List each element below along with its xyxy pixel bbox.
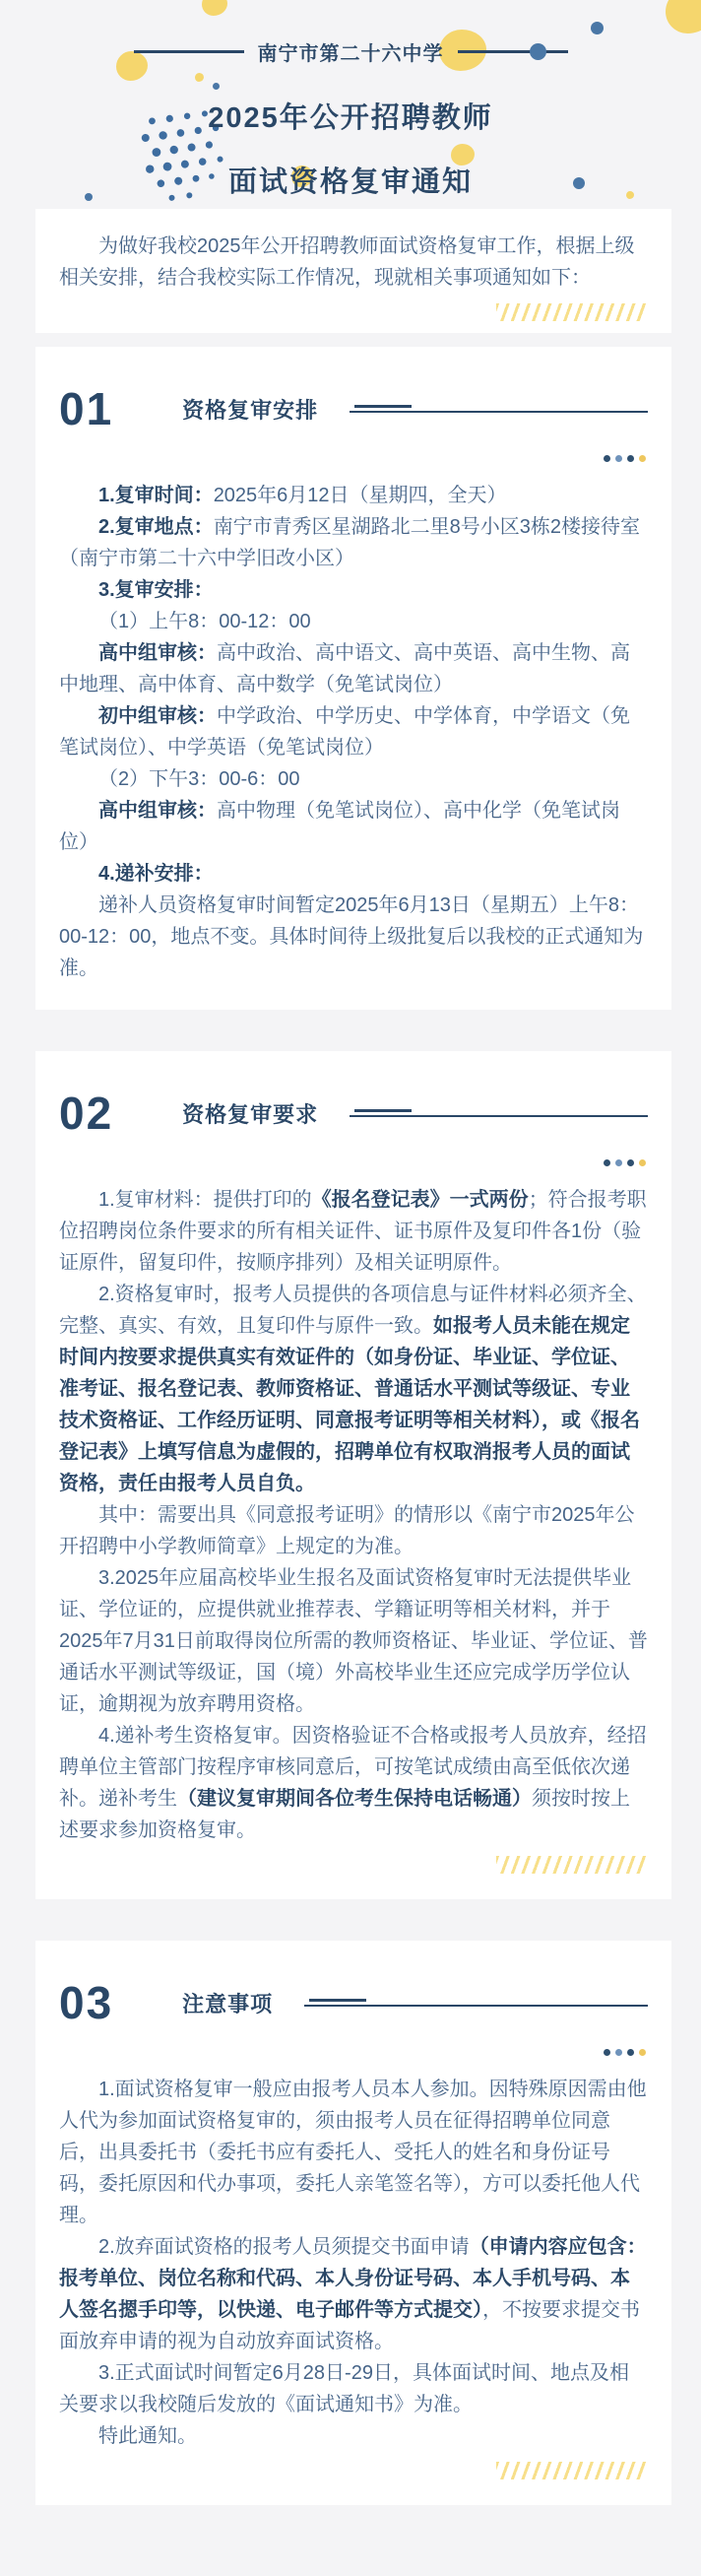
section-rule-decoration (304, 1995, 648, 2011)
four-dots-decoration (59, 1159, 646, 1166)
section-header (59, 1088, 648, 1139)
school-name: 南宁市第二十六中学 (257, 43, 444, 65)
blue-dot-decoration (530, 43, 546, 60)
notice-paragraph: 递补人员资格复审时间暂定2025年6月13日（星期五）上午8：00-12：00，地点不变。具体时间待上级批复后以我校的正式通知为准。 (59, 894, 644, 979)
notice-paragraph: （2）下午3：00-6：00 (98, 768, 300, 790)
section-title: 注意事项 (182, 1991, 274, 2016)
section-header (59, 383, 648, 434)
four-dots-decoration (59, 455, 646, 462)
section-card (35, 347, 671, 1010)
notice-paragraph: 4.递补安排： (98, 863, 214, 885)
diagonal-stripes-decoration (496, 2462, 646, 2479)
school-name-row (0, 0, 701, 66)
article-title-line1: 2025年公开招聘教师 (208, 102, 493, 134)
notice-paragraph: 2.复审地点：南宁市青秀区星湖路北二里8号小区3栋2楼接待室（南宁市第二十六中学旧改小区） (59, 516, 641, 569)
section-header (59, 1977, 648, 2028)
article-header (0, 0, 701, 209)
notice-paragraph: （1）上午8：00-12：00 (98, 611, 311, 632)
notice-paragraph: 1.复审时间：2025年6月12日（星期四，全天） (98, 485, 507, 506)
intro-card (35, 209, 671, 333)
section-title: 资格复审要求 (182, 1101, 319, 1127)
yellow-blob-decoration (195, 73, 204, 82)
notice-paragraph: 3.复审安排： (98, 579, 214, 601)
diagonal-stripes-decoration (496, 1856, 646, 1874)
blue-dot-decoration (213, 83, 220, 90)
section-content (59, 1184, 648, 1846)
section-content (59, 480, 648, 984)
article-title-line2: 面试资格复审通知 (227, 166, 473, 198)
left-dash-decoration (134, 50, 244, 53)
section-number: 01 (59, 383, 114, 434)
notice-paragraph: 1.复审材料：提供打印的《报名登记表》一式两份；符合报考职位招聘岗位条件要求的所有相关证件、证书原件及复印件各1份（验证原件，留复印件，按顺序排列）及相关证明原件。 (59, 1189, 647, 1274)
four-dots-decoration (59, 2049, 646, 2056)
intro-paragraph: 为做好我校2025年公开招聘教师面试资格复审工作，根据上级相关安排，结合我校实际工作情况，现就相关事项通知如下： (59, 235, 635, 289)
section-title: 资格复审安排 (182, 397, 319, 423)
notice-paragraph: 高中组审核：高中物理（免笔试岗位）、高中化学（免笔试岗位） (59, 800, 620, 853)
section-number: 03 (59, 1977, 114, 2028)
notice-paragraph: 1.面试资格复审一般应由报考人员本人参加。因特殊原因需由他人代为参加面试资格复审的，须由报考人员在征得招聘单位同意后，出具委托书（委托书应有委托人、受托人的姓名和身份证号码，委托原因和代办事项，委托人亲笔签名等），方可以委托他人代理。 (59, 2079, 647, 2226)
right-dash-decoration (458, 50, 568, 53)
notice-paragraph: 初中组审核：中学政治、中学历史、中学体育，中学语文（免笔试岗位）、中学英语（免笔试岗位） (59, 705, 630, 759)
notice-paragraph: 3.2025年应届高校毕业生报名及面试资格复审时无法提供毕业证、学位证的，应提供就业推荐表、学籍证明等相关材料，并于2025年7月31日前取得岗位所需的教师资格证、毕业证、学位证、普通话水平测试等级证，国（境）外高校毕业生还应完成学历学位认证，逾期视为放弃聘用资格。 (59, 1567, 648, 1715)
notice-paragraph: 其中：需要出具《同意报考证明》的情形以《南宁市2025年公开招聘中小学教师简章》上规定的为准。 (59, 1504, 635, 1557)
section-rule-decoration (350, 401, 648, 417)
section-card (35, 1051, 671, 1899)
notice-paragraph: 2.资格复审时，报考人员提供的各项信息与证件材料必须齐全、完整、真实、有效，且复印件与原件一致。如报考人员未能在规定时间内按要求提供真实有效证件的（如身份证、毕业证、学位证、准考证、报名登记表、教师资格证、普通话水平测试等级证、专业技术资格证、工作经历证明、同意报考证明等相关材料），或《报名登记表》上填写信息为虚假的，招聘单位有权取消报考人员的面试资格，责任由报考人员自负。 (59, 1284, 647, 1494)
section-card (35, 1941, 671, 2505)
notice-paragraph: 高中组审核：高中政治、高中语文、高中英语、高中生物、高中地理、高中体育、高中数学（免笔试岗位） (59, 642, 630, 695)
section-number: 02 (59, 1088, 114, 1139)
notice-paragraph: 2.放弃面试资格的报考人员须提交书面申请（申请内容应包含：报考单位、岗位名称和代码、本人身份证号码、本人手机号码、本人签名摁手印等，以快递、电子邮件等方式提交），不按要求提交书面放弃申请的视为自动放弃面试资格。 (59, 2236, 647, 2352)
diagonal-stripes-decoration (496, 303, 646, 321)
notice-paragraph: 4.递补考生资格复审。因资格验证不合格或报考人员放弃，经招聘单位主管部门按程序审核同意后，可按笔试成绩由高至低依次递补。递补考生（建议复审期间各位考生保持电话畅通）须按时按上述要求参加资格复审。 (59, 1725, 647, 1841)
notice-paragraph: 特此通知。 (98, 2425, 197, 2447)
notice-paragraph: 3.正式面试时间暂定6月28日-29日，具体面试时间、地点及相关要求以我校随后发放的《面试通知书》为准。 (59, 2362, 629, 2415)
sections-container (0, 347, 701, 2505)
section-rule-decoration (350, 1105, 648, 1121)
section-content (59, 2074, 648, 2452)
